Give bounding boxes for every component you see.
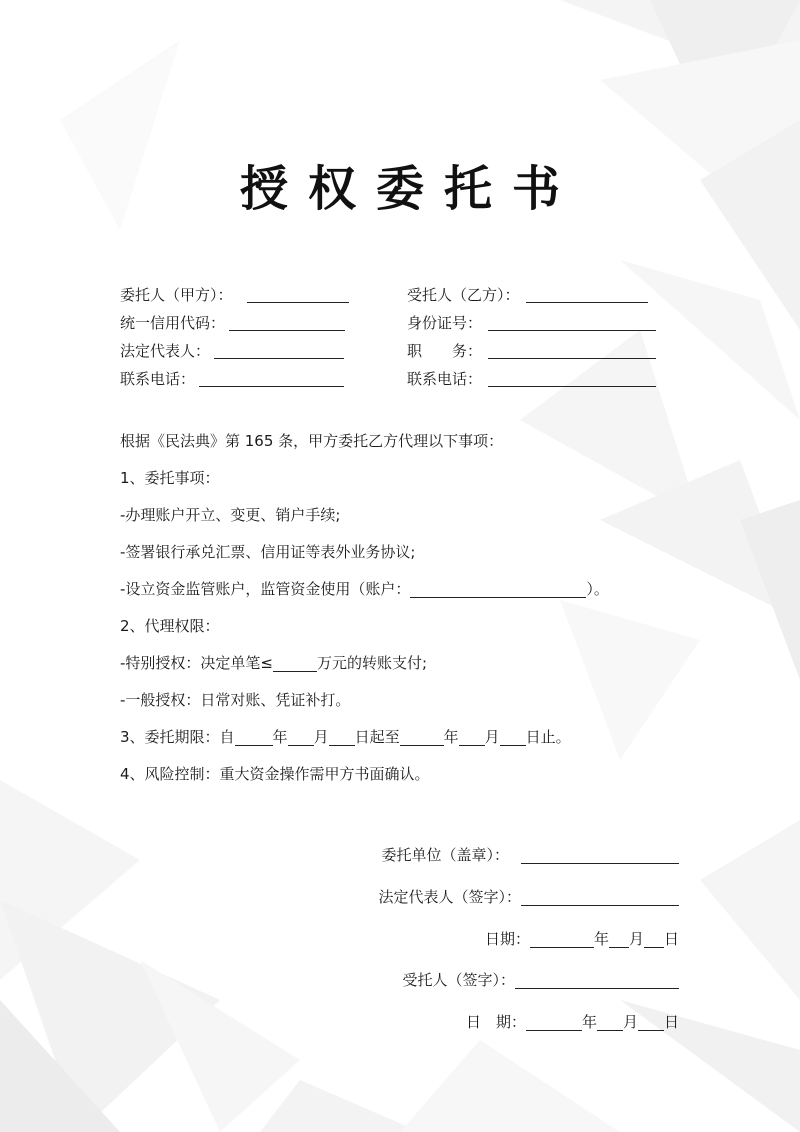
info-row — [120, 365, 349, 393]
document-title: 授权委托书 — [239, 161, 580, 217]
start-year-field[interactable] — [235, 727, 273, 746]
end-year-field[interactable] — [400, 727, 444, 746]
agent-label: 受托人（乙方）： — [407, 286, 520, 304]
id-number-label: 身份证号： — [407, 314, 483, 332]
start-month-field[interactable] — [288, 727, 314, 746]
info-row — [120, 281, 349, 309]
legal-rep-field[interactable] — [214, 340, 344, 359]
item1-off-balance-agreements: -签署银行承兑汇票、信用证等表外业务协议; — [120, 543, 416, 561]
id-number-field[interactable] — [488, 312, 656, 331]
end-month-field[interactable] — [459, 727, 485, 746]
info-row — [407, 281, 656, 309]
item1-account-procedures: -办理账户开立、变更、销户手续; — [120, 506, 341, 524]
unit-seal-field[interactable] — [521, 845, 679, 864]
signature-date2: 日 期： 年 月 日 — [465, 1013, 679, 1031]
item2-general-authority: -一般授权：日常对账、凭证补打。 — [120, 691, 351, 709]
date1-day-field[interactable] — [644, 929, 664, 948]
trustee-signature-field[interactable] — [515, 970, 679, 989]
info-row — [407, 309, 656, 337]
date2-day-field[interactable] — [638, 1012, 664, 1031]
signature-unit: 委托单位（盖章）： — [381, 844, 679, 865]
date2-month-field[interactable] — [597, 1012, 623, 1031]
info-row — [407, 337, 656, 365]
signature-trustee: 受托人（签字）： — [402, 969, 679, 990]
amount-limit-field[interactable] — [273, 653, 317, 672]
position-field[interactable] — [488, 340, 656, 359]
principal-field[interactable] — [247, 284, 349, 303]
agent-phone-label: 联系电话： — [407, 370, 483, 388]
info-row — [407, 365, 656, 393]
intro-text: 根据《民法典》第 165 条，甲方委托乙方代理以下事项： — [120, 432, 504, 450]
principal-info — [120, 281, 349, 393]
principal-phone-label: 联系电话： — [120, 370, 196, 388]
position-label: 职 务： — [407, 342, 483, 360]
supervision-account-field[interactable] — [410, 579, 586, 598]
item4-risk-control: 4、风险控制：重大资金操作需甲方书面确认。 — [120, 765, 430, 783]
item1-heading: 1、委托事项： — [120, 469, 220, 487]
agent-phone-field[interactable] — [488, 368, 656, 387]
item2-special-authority: -特别授权：决定单笔≤ 万元的转账支付; — [120, 654, 428, 672]
signature-date1: 日期： 年 月 日 — [484, 930, 679, 948]
legal-rep-signature-field[interactable] — [521, 887, 679, 906]
item3-term: 3、委托期限：自 年 月 日起至 年 月 日止。 — [120, 728, 571, 746]
legal-rep-label: 法定代表人： — [120, 342, 211, 360]
principal-phone-field[interactable] — [199, 368, 344, 387]
agent-field[interactable] — [526, 284, 648, 303]
credit-code-label: 统一信用代码： — [120, 314, 226, 332]
item2-heading: 2、代理权限： — [120, 617, 220, 635]
date2-year-field[interactable] — [526, 1012, 582, 1031]
agent-info — [407, 281, 656, 393]
info-row — [120, 309, 349, 337]
signature-legal-rep: 法定代表人（签字）： — [378, 886, 679, 907]
date1-month-field[interactable] — [609, 929, 629, 948]
authorization-content — [120, 427, 609, 797]
item1-supervision-account: -设立资金监管账户，监管资金使用（账户： ）。 — [120, 580, 609, 598]
date1-year-field[interactable] — [530, 929, 594, 948]
end-day-field[interactable] — [500, 727, 526, 746]
principal-label: 委托人（甲方）： — [120, 286, 233, 304]
info-row — [120, 337, 349, 365]
start-day-field[interactable] — [329, 727, 355, 746]
credit-code-field[interactable] — [229, 312, 345, 331]
